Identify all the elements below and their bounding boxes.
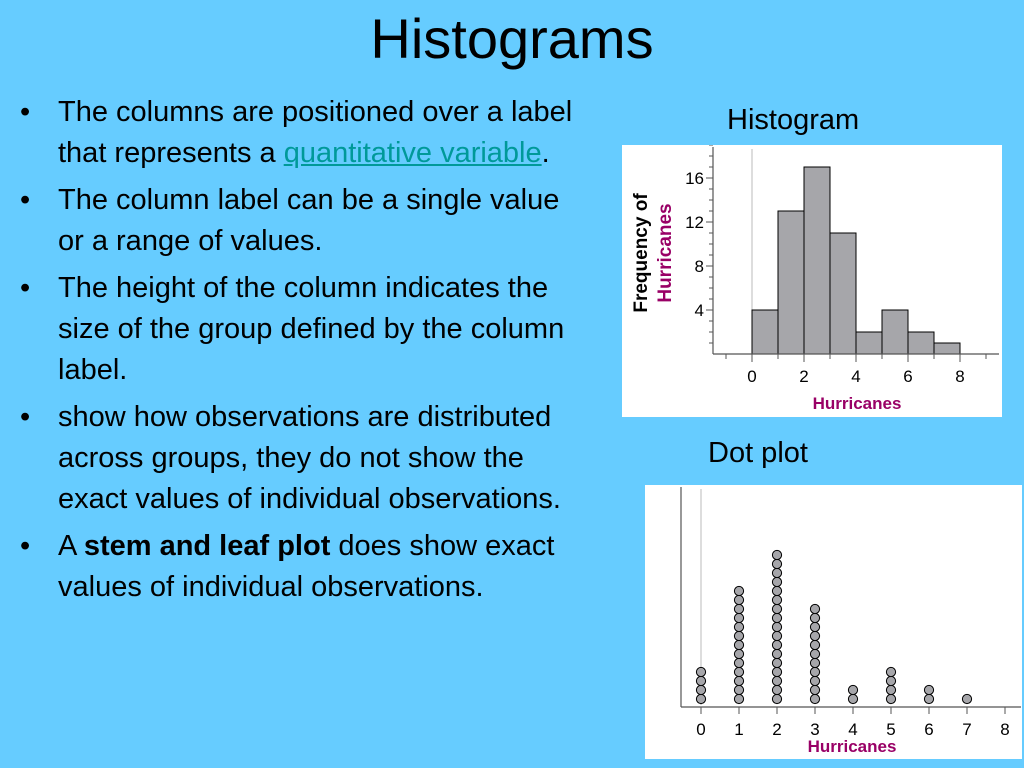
- dot-marker: [772, 658, 781, 667]
- dot-marker: [848, 685, 857, 694]
- dot-marker: [734, 694, 743, 703]
- dot-marker: [734, 640, 743, 649]
- bullet-text-end: does show exact values of individual observations.: [58, 530, 555, 603]
- dot-marker: [734, 613, 743, 622]
- bullet-text: A: [58, 530, 84, 562]
- x-tick-label: 0: [747, 367, 757, 386]
- slide-title: Histograms: [370, 7, 654, 70]
- dot-marker: [810, 649, 819, 658]
- x-tick-label: 4: [848, 720, 858, 739]
- bullet-item: [18, 268, 588, 391]
- y-tick-label: 8: [694, 257, 704, 276]
- bullet-item: [18, 526, 588, 608]
- dot-marker: [772, 595, 781, 604]
- x-tick-label: 0: [696, 720, 706, 739]
- dot-marker: [810, 640, 819, 649]
- bullet-item: [18, 92, 588, 174]
- dot-marker: [810, 676, 819, 685]
- dot-marker: [886, 676, 895, 685]
- bullet-item: [18, 180, 588, 262]
- bullet-dot: •: [20, 530, 31, 562]
- quantitative-variable-link[interactable]: quantitative variable: [283, 137, 542, 169]
- x-tick-label: 1: [734, 720, 744, 739]
- dot-marker: [734, 595, 743, 604]
- x-tick-label: 5: [886, 720, 896, 739]
- bullet-dot: •: [20, 96, 31, 128]
- dot-marker: [886, 685, 895, 694]
- dot-marker: [734, 676, 743, 685]
- dot-marker: [772, 667, 781, 676]
- dot-marker: [772, 649, 781, 658]
- histogram-bar: [830, 233, 856, 354]
- dot-marker: [734, 658, 743, 667]
- dotplot-chart: [645, 485, 1022, 759]
- bullet-bold-text: stem and leaf plot: [83, 530, 331, 562]
- dot-marker: [734, 631, 743, 640]
- dot-marker: [810, 622, 819, 631]
- histogram-bar: [934, 343, 960, 354]
- bullet-dot: •: [20, 272, 31, 304]
- bullet-list: [18, 92, 588, 614]
- dot-marker: [772, 685, 781, 694]
- dot-marker: [924, 685, 933, 694]
- dot-marker: [772, 622, 781, 631]
- dot-marker: [810, 613, 819, 622]
- dot-marker: [734, 667, 743, 676]
- histogram-bar: [856, 332, 882, 354]
- bullet-text: The columns are positioned over a label that represents a: [58, 96, 573, 169]
- dot-marker: [772, 586, 781, 595]
- y-tick-label: 16: [685, 169, 704, 188]
- dot-marker: [696, 685, 705, 694]
- bullet-text: The column label can be a single value or a range of values.: [58, 184, 560, 257]
- histogram-bar: [778, 211, 804, 354]
- dot-marker: [848, 694, 857, 703]
- dot-marker: [772, 676, 781, 685]
- x-tick-label: 6: [924, 720, 934, 739]
- bullet-text: show how observations are distributed across groups, they do not show the exact values of individual observations.: [58, 401, 561, 515]
- dot-marker: [810, 604, 819, 613]
- dot-marker: [696, 667, 705, 676]
- dot-marker: [810, 667, 819, 676]
- dot-marker: [734, 586, 743, 595]
- dot-marker: [810, 685, 819, 694]
- dot-marker: [810, 631, 819, 640]
- histogram-panel: [622, 145, 1002, 417]
- dot-marker: [734, 649, 743, 658]
- x-tick-label: 3: [810, 720, 820, 739]
- dot-marker: [772, 613, 781, 622]
- bullet-dot: •: [20, 401, 31, 433]
- histogram-caption: Histogram: [727, 104, 860, 136]
- y-tick-label: 12: [685, 213, 704, 232]
- x-tick-label: 7: [962, 720, 972, 739]
- y-tick-label: 4: [694, 301, 704, 320]
- dot-marker: [772, 631, 781, 640]
- dot-marker: [772, 577, 781, 586]
- histogram-bar: [752, 310, 778, 354]
- dot-marker: [810, 694, 819, 703]
- x-tick-label: 8: [955, 367, 965, 386]
- bullet-text: The height of the column indicates the size of the group defined by the column label.: [58, 272, 565, 386]
- dot-marker: [772, 694, 781, 703]
- dot-marker: [772, 640, 781, 649]
- x-tick-label: 8: [1000, 720, 1010, 739]
- x-tick-label: 2: [772, 720, 782, 739]
- x-axis-label: Hurricanes: [807, 737, 897, 756]
- histogram-bar: [908, 332, 934, 354]
- bullet-text-end: .: [541, 137, 550, 169]
- dot-marker: [772, 568, 781, 577]
- x-tick-label: 2: [799, 367, 809, 386]
- x-axis-label: Hurricanes: [812, 394, 902, 413]
- bullet-item: [18, 397, 588, 520]
- dot-marker: [734, 622, 743, 631]
- histogram-bar: [882, 310, 908, 354]
- x-tick-label: 4: [851, 367, 861, 386]
- dot-marker: [696, 694, 705, 703]
- histogram-bar: [804, 167, 830, 354]
- dot-marker: [810, 658, 819, 667]
- dot-marker: [734, 685, 743, 694]
- dot-marker: [734, 604, 743, 613]
- dot-marker: [772, 604, 781, 613]
- dotplot-panel: [645, 485, 1022, 759]
- dot-marker: [696, 676, 705, 685]
- y-axis-label-line2: Hurricanes: [655, 203, 676, 303]
- dot-marker: [924, 694, 933, 703]
- bullet-dot: •: [20, 184, 31, 216]
- dot-marker: [886, 667, 895, 676]
- dot-marker: [962, 694, 971, 703]
- y-axis-label-line1: Frequency of: [631, 193, 652, 313]
- dot-marker: [772, 559, 781, 568]
- dotplot-caption: Dot plot: [708, 437, 808, 469]
- x-tick-label: 6: [903, 367, 913, 386]
- histogram-chart: [622, 145, 1002, 417]
- dot-marker: [886, 694, 895, 703]
- dot-marker: [772, 550, 781, 559]
